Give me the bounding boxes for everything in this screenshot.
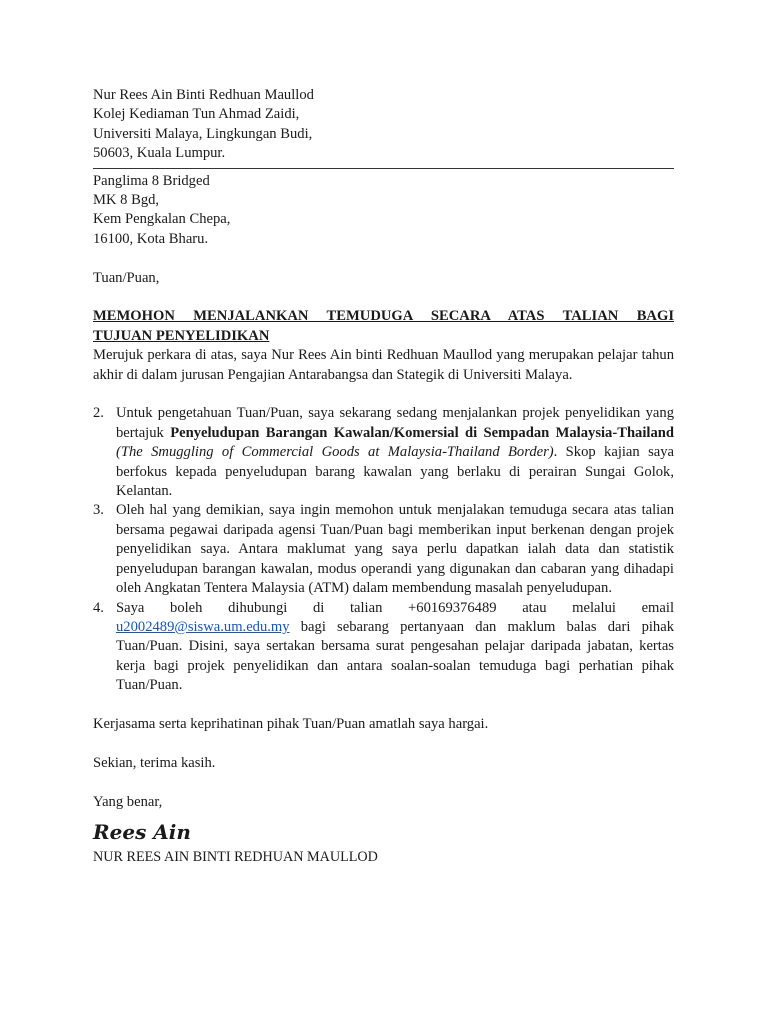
recipient-line: Kem Pengkalan Chepa, (93, 211, 231, 228)
subject-heading (93, 307, 674, 346)
point-number: 2. (93, 405, 104, 422)
subject-line: TUJUAN PENYELIDIKAN (93, 327, 270, 344)
signatory-name: NUR REES AIN BINTI REDHUAN MAULLOD (93, 848, 378, 865)
list-item: 2. Untuk pengetahuan Tuan/Puan, saya sekarang sedang menjalankan projek penyelidikan yang bertajuk Penyeludupan Barangan Kawalan/Komersial di Sempadan Malaysia-Thailand (The Smuggling of Commercial Goods at Malaysia-Thailand Border). Skop kajian saya berfokus kepada penyeludupan barang kawalan yang berlaku di perairan Sungai Golok, Kelantan. (93, 405, 674, 500)
list-item: 4. Saya boleh dihubungi di talian +60169376489 atau melalui email u2002489@siswa.um.edu.my bagi sebarang pertanyaan dan maklum balas dari pihak Tuan/Puan. Disini, saya sertakan bersama surat pengesahan pelajar daripada jabatan, kertas kerja bagi projek penyelidikan dan antara soalan-soalan temuduga bagi perhatian pihak Tuan/Puan. (93, 599, 674, 694)
project-title: Penyeludupan Barangan Kawalan/Komersial di Sempadan Malaysia-Thailand (170, 424, 674, 441)
point-number: 4. (93, 599, 104, 616)
intro-paragraph: Merujuk perkara di atas, saya Nur Rees Ain binti Redhuan Maullod yang merupakan pelajar tahun akhir di dalam jurusan Pengajian Antarabangsa dan Stategik di Universiti Malaya. (93, 347, 674, 383)
subject-line: MEMOHON MENJALANKAN TEMUDUGA SECARA ATAS TALIAN BAGI (93, 308, 674, 325)
divider-line (93, 168, 674, 169)
letter-page (93, 86, 674, 867)
recipient-line: 16100, Kota Bharu. (93, 230, 209, 247)
handwritten-signature: Rees Ain (93, 819, 191, 844)
sender-address-line: Universiti Malaya, Lingkungan Budi, (93, 125, 313, 142)
numbered-points (93, 404, 674, 695)
recipient-line: MK 8 Bgd, (93, 192, 160, 209)
closing-line: Yang benar, (93, 793, 163, 810)
point-number: 3. (93, 502, 104, 519)
sender-address (93, 86, 674, 164)
sender-address-line: 50603, Kuala Lumpur. (93, 145, 226, 162)
sender-address-line: Kolej Kediaman Tun Ahmad Zaidi, (93, 106, 300, 123)
list-item: 3. Oleh hal yang demikian, saya ingin memohon untuk menjalakan temuduga secara atas talian bersama pegawai daripada agensi Tuan/Puan bagi memberikan input berkenan dengan projek penyelidikan saya. Antara maklumat yang saya perlu dapatkan ialah data dan statistik penyeludupan barangan kawalan, modus operandi yang digunakan dan cabaran yang dihadapi oleh Angkatan Tentera Malaysia (ATM) dalam membendung masalah penyeludupan. (93, 502, 674, 597)
sender-name: Nur Rees Ain Binti Redhuan Maullod (93, 87, 314, 103)
closing-line: Kerjasama serta keprihatinan pihak Tuan/Puan amatlah saya hargai. (93, 715, 489, 732)
closing-line: Sekian, terima kasih. (93, 754, 216, 771)
project-title-english: (The Smuggling of Commercial Goods at Malaysia-Thailand Border) (116, 444, 554, 461)
email-link[interactable]: u2002489@siswa.um.edu.my (116, 618, 290, 635)
salutation: Tuan/Puan, (93, 269, 160, 286)
recipient-line: Panglima 8 Bridged (93, 172, 210, 189)
recipient-address (93, 172, 674, 250)
